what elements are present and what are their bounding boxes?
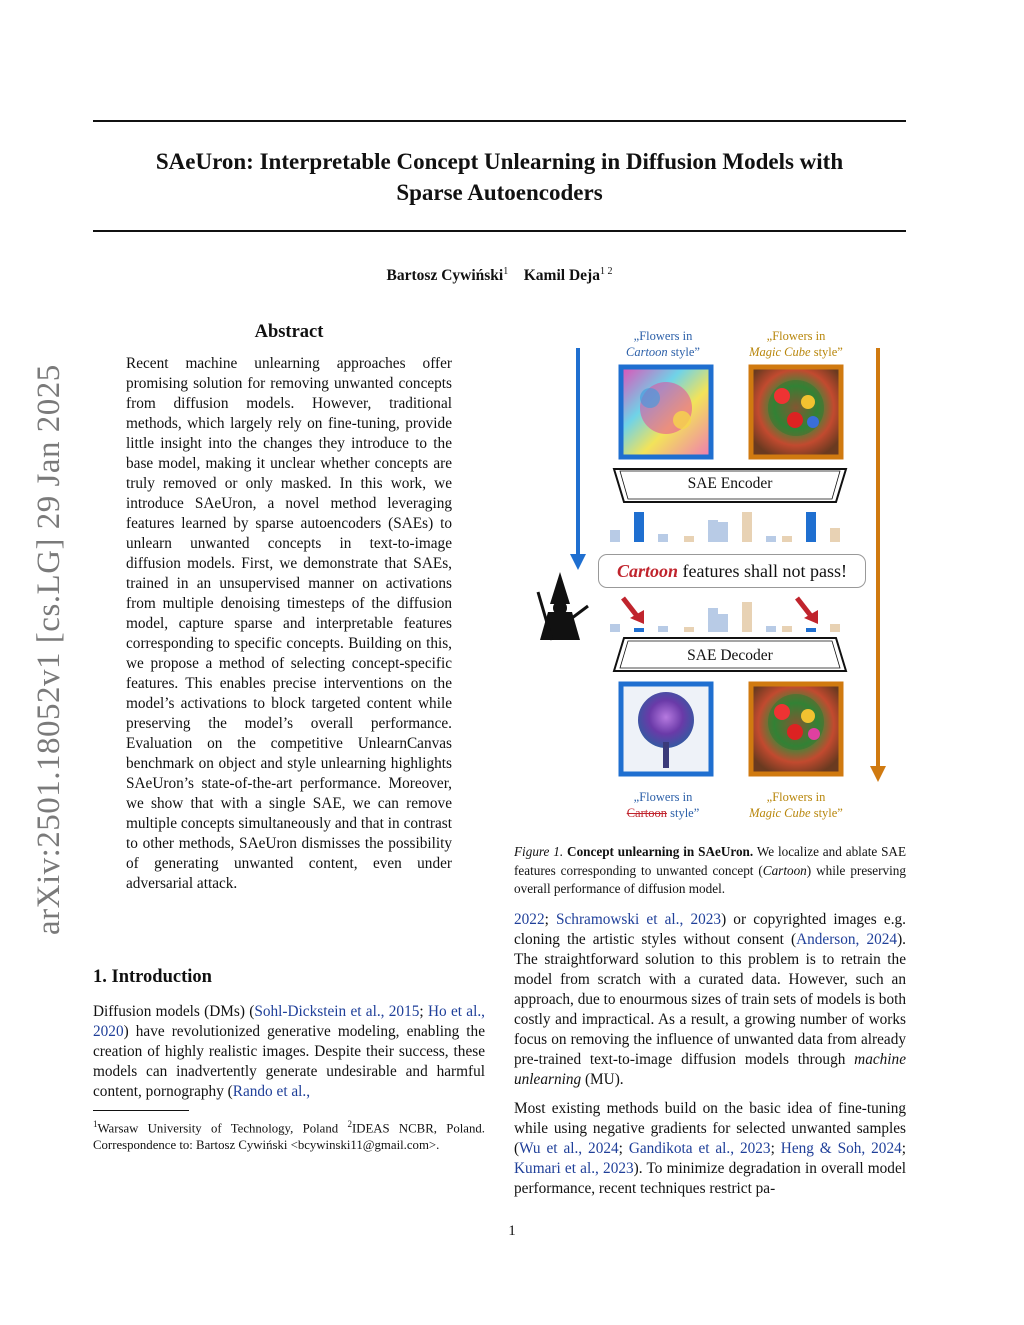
title-line-2: Sparse Autoencoders (396, 180, 603, 205)
citation-link[interactable]: Rando et al., (232, 1083, 311, 1100)
abstract-text: Recent machine unlearning approaches offer promising solution for removing unwanted concepts from diffusion models. However, traditional methods, which largely rely on fine-tuning, provide little insight into the changes they introduce to the base model, making it unclear whether concepts are truly removed or only masked. In this work, we introduce SAeUron, a novel method leveraging features learned by sparse autoencoders (SAEs) to unlearn unwanted concepts in text-to-image diffusion models. First, we demonstrate that SAEs, trained in an unsupervised manner on activations from multiple denoising timesteps of the diffusion model, capture sparse and interpretable features corresponding to specific concepts. Building on this, we propose a method of selecting concept-specific features. This enables precise interventions on the model’s activations to block targeted content while preserving the model’s overall performance. Evaluation on the competitive UnlearnCanvas benchmark on object and style unlearning highlights SAeUron’s state-of-the-art performance. Moreover, we show that with a single SAE, we can remove multiple concepts simultaneously and that in contrast to other methods, SAeUron dismisses the possibility of generating unwanted content, even under adversarial attack. (126, 355, 452, 892)
author-name: Kamil Deja (523, 267, 600, 285)
citation-link[interactable]: Heng & Soh, 2024 (780, 1140, 902, 1157)
intro-paragraph-left: Diffusion models (DMs) (Sohl-Dickstein et al., 2015; Ho et al., 2020) have revolutionized generative modeling, enabling the creation of highly realistic images. Despite their success, these models can inadvertently generate undesirable and harmful content, pornography (Rando et al., (93, 1003, 485, 1100)
paper-title (93, 146, 906, 208)
section-heading: 1. Introduction (93, 967, 212, 987)
intro-column-right (514, 910, 906, 1208)
citation-link[interactable]: Gandikota et al., 2023 (628, 1140, 771, 1157)
output-label-cartoon-removed: „Flowers in Cartoon style” (626, 790, 700, 820)
author-affiliation: 1 (503, 266, 509, 277)
block-arrow-icon (797, 598, 818, 624)
citation-link[interactable]: 2022 (514, 911, 545, 928)
authors (93, 266, 906, 285)
block-arrow-icon (623, 598, 644, 624)
output-label-magic-cube: „Flowers in Magic Cube style” (749, 790, 843, 820)
citation-link[interactable]: Schramowski et al., 2023 (556, 911, 722, 928)
arrow-head-icon (870, 766, 886, 782)
figure-caption: Figure 1. Concept unlearning in SAeUron. We localize and ablate SAE features corresponding to unwanted concept (Cartoon) while preserving overall performance of diffusion model. (514, 844, 906, 896)
wizard-icon (538, 572, 588, 640)
author-affiliation: 1 2 (599, 266, 613, 277)
sae-encoder-label: SAE Encoder (687, 475, 773, 492)
abstract-heading: Abstract (254, 322, 324, 342)
author-name: Bartosz Cywiński (386, 267, 504, 285)
prompt-label-magic-cube: „Flowers in Magic Cube style” (749, 329, 843, 359)
title-rule-bottom (93, 230, 906, 232)
footnote: $^1$Warsaw University of Technology, Poland $^2$IDEAS NCBR, Poland. Correspondence to: Bartosz Cywiński <bcywinski11@gmail.com>. (93, 1119, 485, 1152)
citation-link[interactable]: Anderson, 2024 (796, 931, 898, 948)
footnote-rule (93, 1110, 189, 1111)
citation-link[interactable]: Kumari et al., 2023 (514, 1160, 634, 1177)
intro-paragraph-continued: 2022; Schramowski et al., 2023) or copyrighted images e.g. cloning the artistic styles without consent (Anderson, 2024). The straightforward solution to this problem is to retrain the model from scratch with a curated data. However, such an approach, due to enourmous sizes of train sets of models is both costly and impractical. As a result, a growing number of works focus on removing the influence of unwanted data from already pre-trained text-to-image diffusion models through machine unlearning (MU). (514, 911, 906, 1088)
prompt-label-cartoon: „Flowers in Cartoon style” (626, 329, 700, 359)
arrow-head-icon (570, 554, 586, 570)
citation-link[interactable]: Sohl-Dickstein et al., 2015 (254, 1003, 420, 1020)
intro-paragraph-2: Most existing methods build on the basic idea of fine-tuning while using negative gradients for selected unwanted samples (Wu et al., 2024; Gandikota et al., 2023; Heng & Soh, 2024; Kumari et al., 2023). To minimize degradation in overall model performance, recent techniques restrict pa- (514, 1100, 907, 1197)
citation-link[interactable]: Ho et al., 2020 (93, 1003, 485, 1040)
arxiv-identifier: arXiv:2501.18052v1 [cs.LG] 29 Jan 2025 (31, 364, 67, 935)
page-number: 1 (508, 1223, 516, 1239)
title-line-1: SAeUron: Interpretable Concept Unlearning in Diffusion Models with (155, 149, 844, 174)
feature-bars-encoded (610, 512, 840, 542)
citation-link[interactable]: Wu et al., 2024 (519, 1140, 619, 1157)
title-rule-top (93, 120, 906, 122)
sae-decoder-label: SAE Decoder (687, 647, 773, 664)
ablation-banner: Cartoon features shall not pass! (598, 554, 866, 588)
